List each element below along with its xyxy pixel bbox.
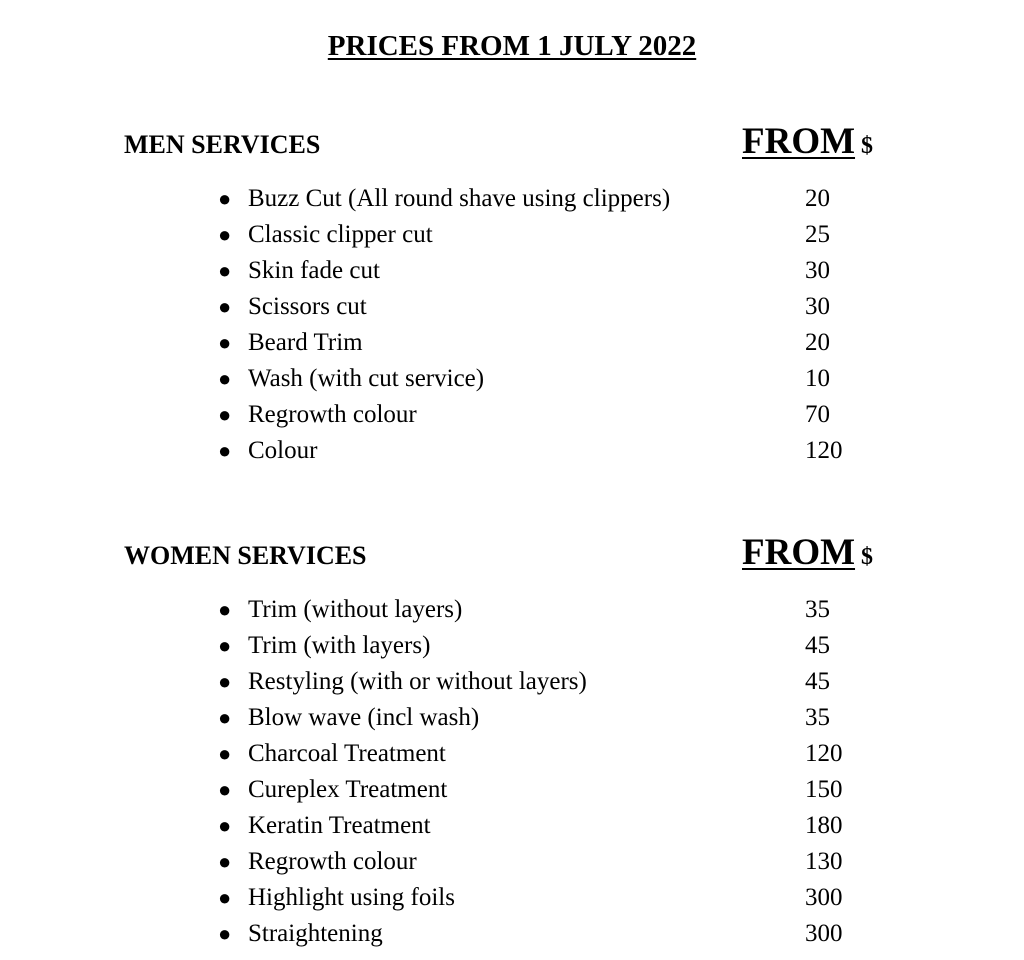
- bullet-icon: ●: [218, 669, 232, 694]
- list-item: [0, 808, 1024, 844]
- service-price: 10: [805, 365, 830, 392]
- service-price: 30: [805, 293, 830, 320]
- page-title-text: PRICES FROM 1 JULY 2022: [327, 30, 697, 62]
- service-price: 35: [805, 704, 830, 731]
- women-currency-symbol: $: [861, 544, 874, 570]
- service-price: 120: [805, 437, 843, 464]
- bullet-icon: ●: [218, 849, 232, 874]
- service-name: Trim (without layers): [248, 596, 463, 623]
- list-item: [0, 361, 1024, 397]
- list-item: [0, 253, 1024, 289]
- bullet-icon: ●: [218, 597, 232, 622]
- men-from-word: FROM: [742, 121, 856, 162]
- bullet-icon: ●: [218, 438, 232, 463]
- service-name: Charcoal Treatment: [248, 740, 446, 767]
- list-item: [0, 433, 1024, 469]
- bullet-icon: ●: [218, 633, 232, 658]
- women-services-list: [0, 592, 1024, 952]
- page-title: [0, 26, 1024, 66]
- service-name: Regrowth colour: [248, 401, 417, 428]
- bullet-icon: ●: [218, 294, 232, 319]
- service-price: 300: [805, 884, 843, 911]
- list-item: [0, 700, 1024, 736]
- women-services-heading: WOMEN SERVICES: [124, 541, 367, 570]
- men-from-label: [742, 122, 873, 162]
- list-item: [0, 772, 1024, 808]
- men-services-heading: MEN SERVICES: [124, 130, 321, 159]
- service-name: Regrowth colour: [248, 848, 417, 875]
- service-name: Classic clipper cut: [248, 221, 433, 248]
- list-item: [0, 181, 1024, 217]
- service-name: Restyling (with or without layers): [248, 668, 587, 695]
- list-item: [0, 736, 1024, 772]
- service-price: 180: [805, 812, 843, 839]
- service-price: 150: [805, 776, 843, 803]
- bullet-icon: ●: [218, 777, 232, 802]
- bullet-icon: ●: [218, 921, 232, 946]
- service-name: Scissors cut: [248, 293, 367, 320]
- list-item: [0, 664, 1024, 700]
- service-name: Trim (with layers): [248, 632, 431, 659]
- bullet-icon: ●: [218, 741, 232, 766]
- women-from-word: FROM: [742, 532, 856, 573]
- bullet-icon: ●: [218, 813, 232, 838]
- service-name: Straightening: [248, 920, 383, 947]
- service-name: Keratin Treatment: [248, 812, 431, 839]
- service-price: 120: [805, 740, 843, 767]
- men-currency-symbol: $: [861, 133, 874, 159]
- service-price: 45: [805, 632, 830, 659]
- bullet-icon: ●: [218, 222, 232, 247]
- bullet-icon: ●: [218, 402, 232, 427]
- service-name: Skin fade cut: [248, 257, 380, 284]
- service-name: Blow wave (incl wash): [248, 704, 480, 731]
- bullet-icon: ●: [218, 885, 232, 910]
- service-price: 45: [805, 668, 830, 695]
- women-from-label: [742, 533, 873, 573]
- men-services-list: [0, 181, 1024, 469]
- service-name: Highlight using foils: [248, 884, 455, 911]
- list-item: [0, 325, 1024, 361]
- list-item: [0, 592, 1024, 628]
- bullet-icon: ●: [218, 258, 232, 283]
- service-price: 300: [805, 920, 843, 947]
- bullet-icon: ●: [218, 705, 232, 730]
- service-name: Buzz Cut (All round shave using clippers): [248, 185, 671, 212]
- list-item: [0, 844, 1024, 880]
- bullet-icon: ●: [218, 366, 232, 391]
- list-item: [0, 217, 1024, 253]
- service-name: Cureplex Treatment: [248, 776, 448, 803]
- list-item: [0, 397, 1024, 433]
- service-name: Colour: [248, 437, 318, 464]
- service-name: Beard Trim: [248, 329, 363, 356]
- list-item: [0, 289, 1024, 325]
- service-price: 130: [805, 848, 843, 875]
- service-name: Wash (with cut service): [248, 365, 485, 392]
- service-price: 30: [805, 257, 830, 284]
- service-price: 25: [805, 221, 830, 248]
- service-price: 20: [805, 329, 830, 356]
- bullet-icon: ●: [218, 186, 232, 211]
- service-price: 70: [805, 401, 830, 428]
- service-price: 20: [805, 185, 830, 212]
- service-price: 35: [805, 596, 830, 623]
- list-item: [0, 880, 1024, 916]
- list-item: [0, 916, 1024, 952]
- list-item: [0, 628, 1024, 664]
- bullet-icon: ●: [218, 330, 232, 355]
